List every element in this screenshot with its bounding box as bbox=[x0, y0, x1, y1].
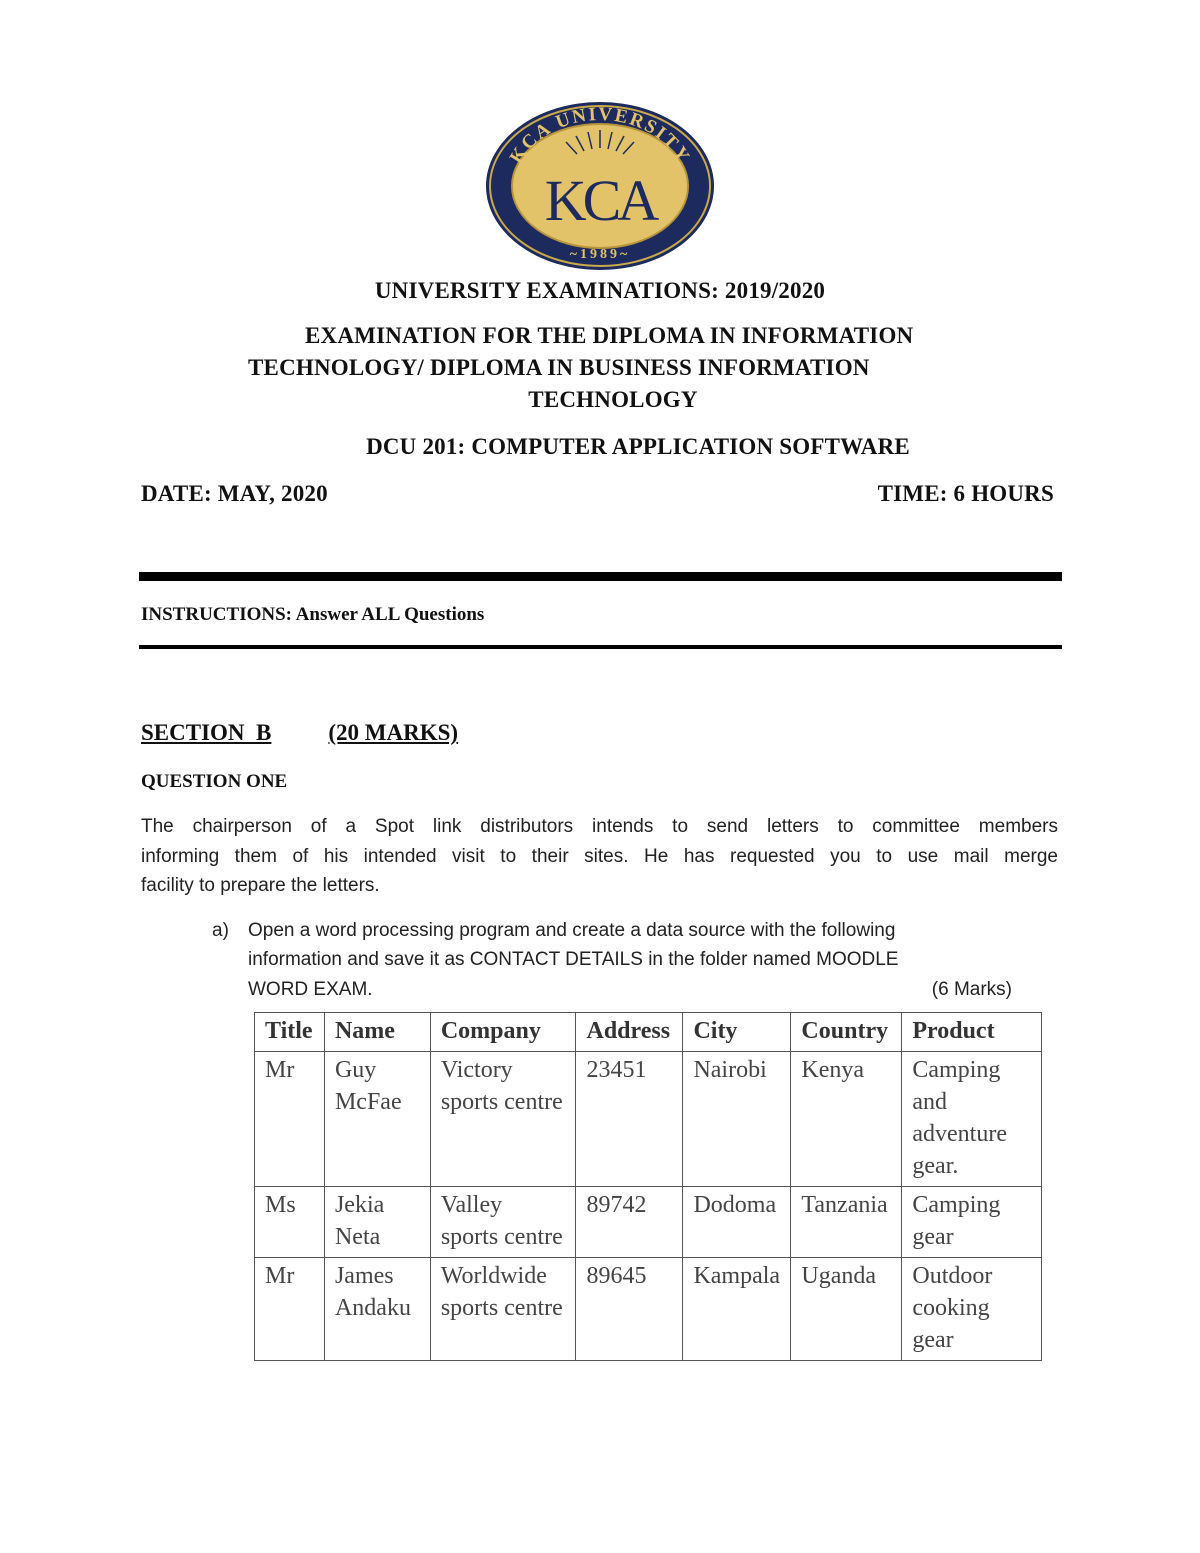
question-title: QUESTION ONE bbox=[141, 771, 288, 792]
cell-city: Nairobi bbox=[683, 1052, 791, 1187]
cell-product bbox=[902, 1258, 1042, 1361]
programme-title-line-3: TECHNOLOGY bbox=[528, 387, 698, 412]
cell-name-line: Andaku bbox=[334, 1295, 411, 1321]
table-row bbox=[255, 1052, 1042, 1187]
cell-product-line: Camping bbox=[912, 1057, 1001, 1083]
svg-text:KCA UNIVERSITY: KCA UNIVERSITY bbox=[505, 103, 695, 168]
cell-name-line: Jekia bbox=[334, 1192, 385, 1218]
cell-address: 89645 bbox=[576, 1258, 683, 1361]
question-intro-line-2: informing them of his intended visit to their sites. He has requested you to use mail merge bbox=[141, 846, 1058, 867]
cell-company-line: sports centre bbox=[440, 1224, 563, 1250]
cell-name bbox=[324, 1052, 430, 1187]
cell-address: 23451 bbox=[576, 1052, 683, 1187]
section-marks: (20 MARKS) bbox=[328, 720, 459, 745]
instructions: INSTRUCTIONS: Answer ALL Questions bbox=[141, 604, 485, 625]
question-intro-line-1: The chairperson of a Spot link distributors intends to send letters to committee members bbox=[141, 816, 1058, 837]
cell-country: Kenya bbox=[791, 1052, 902, 1187]
cell-product bbox=[902, 1187, 1042, 1258]
exam-date: DATE: MAY, 2020 bbox=[141, 481, 328, 506]
cell-title: Ms bbox=[255, 1187, 325, 1258]
table-row bbox=[255, 1187, 1042, 1258]
question-intro-line-3: facility to prepare the letters. bbox=[141, 875, 380, 896]
cell-product-line: cooking bbox=[912, 1295, 990, 1321]
cell-name-line: Neta bbox=[334, 1224, 381, 1250]
cell-company bbox=[430, 1052, 576, 1187]
svg-text:~1989~: ~1989~ bbox=[569, 247, 631, 262]
kca-seal-icon bbox=[484, 100, 716, 272]
part-a-label: a) bbox=[212, 920, 229, 941]
part-a-marks: (6 Marks) bbox=[931, 979, 1012, 1000]
part-a-line-2: information and save it as CONTACT DETAILS in the folder named MOODLE bbox=[248, 949, 899, 970]
column-header-product: Product bbox=[902, 1013, 1042, 1052]
programme-title-line-1: EXAMINATION FOR THE DIPLOMA IN INFORMATION bbox=[305, 323, 914, 348]
svg-text:KCA: KCA bbox=[544, 168, 656, 233]
section-heading bbox=[141, 720, 458, 746]
cell-company-line: Victory bbox=[440, 1057, 513, 1083]
cell-title: Mr bbox=[255, 1052, 325, 1187]
cell-product bbox=[902, 1052, 1042, 1187]
cell-company bbox=[430, 1187, 576, 1258]
thin-divider bbox=[139, 645, 1062, 649]
course-title: DCU 201: COMPUTER APPLICATION SOFTWARE bbox=[366, 434, 910, 459]
column-header-name: Name bbox=[324, 1013, 430, 1052]
part-a-line-1: Open a word processing program and create a data source with the following bbox=[248, 920, 896, 941]
column-header-company: Company bbox=[430, 1013, 576, 1052]
cell-title: Mr bbox=[255, 1258, 325, 1361]
cell-company bbox=[430, 1258, 576, 1361]
cell-city: Kampala bbox=[683, 1258, 791, 1361]
cell-product-line: Outdoor bbox=[912, 1263, 993, 1289]
contact-details-table bbox=[254, 1012, 1042, 1361]
cell-product-line: gear. bbox=[912, 1153, 959, 1179]
section-title: SECTION B bbox=[141, 720, 272, 745]
cell-company-line: Valley bbox=[440, 1192, 503, 1218]
table-header-row bbox=[255, 1013, 1042, 1052]
university-logo bbox=[484, 100, 716, 272]
part-a-line-3: WORD EXAM. bbox=[248, 979, 373, 1000]
cell-company-line: sports centre bbox=[440, 1089, 563, 1115]
cell-name bbox=[324, 1187, 430, 1258]
cell-product-line: adventure bbox=[912, 1121, 1007, 1147]
cell-name bbox=[324, 1258, 430, 1361]
cell-company-line: sports centre bbox=[440, 1295, 563, 1321]
table-row bbox=[255, 1258, 1042, 1361]
cell-name-line: Guy bbox=[334, 1057, 377, 1083]
column-header-address: Address bbox=[576, 1013, 683, 1052]
cell-product-line: Camping bbox=[912, 1192, 1001, 1218]
cell-product-line: and bbox=[912, 1089, 948, 1115]
cell-product-line: gear bbox=[912, 1327, 954, 1353]
cell-product-line: gear bbox=[912, 1224, 954, 1250]
thick-divider bbox=[139, 572, 1062, 581]
cell-city: Dodoma bbox=[683, 1187, 791, 1258]
cell-address: 89742 bbox=[576, 1187, 683, 1258]
column-header-city: City bbox=[683, 1013, 791, 1052]
cell-country: Tanzania bbox=[791, 1187, 902, 1258]
cell-name-line: James bbox=[334, 1263, 394, 1289]
exam-time: TIME: 6 HOURS bbox=[877, 481, 1054, 506]
exam-session-title: UNIVERSITY EXAMINATIONS: 2019/2020 bbox=[374, 278, 826, 303]
cell-name-line: McFae bbox=[334, 1089, 402, 1115]
cell-company-line: Worldwide bbox=[440, 1263, 547, 1289]
column-header-title: Title bbox=[255, 1013, 325, 1052]
column-header-country: Country bbox=[791, 1013, 902, 1052]
cell-country: Uganda bbox=[791, 1258, 902, 1361]
programme-title-line-2: TECHNOLOGY/ DIPLOMA IN BUSINESS INFORMATION bbox=[248, 355, 870, 380]
